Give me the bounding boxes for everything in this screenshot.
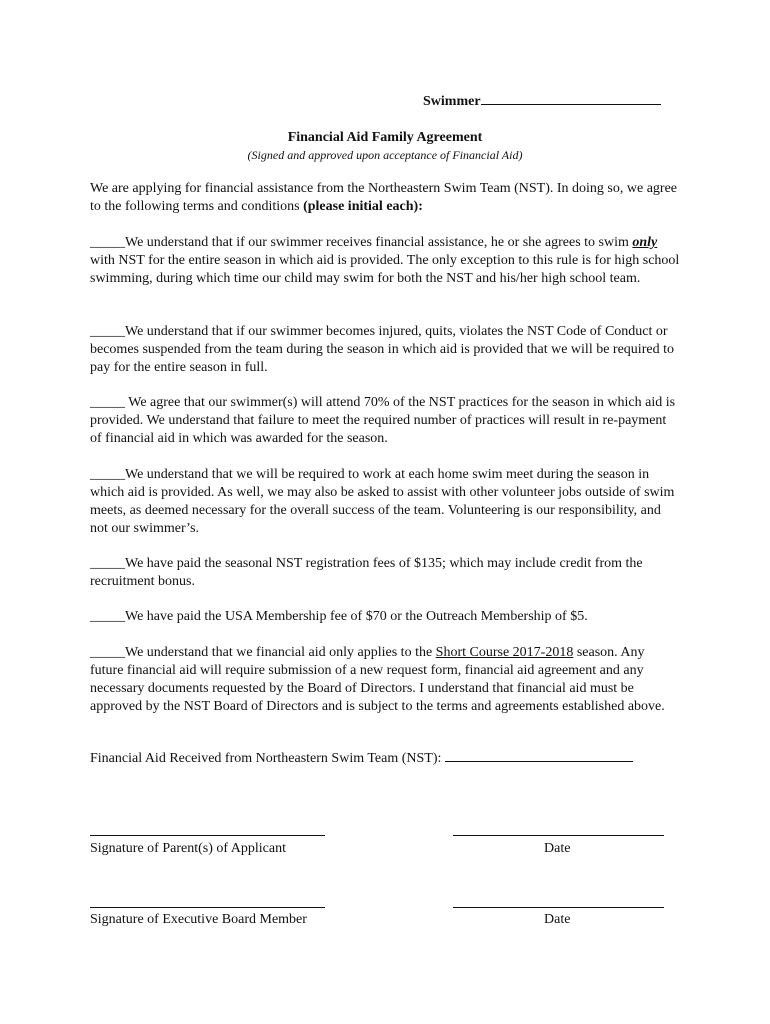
agreement-item-7 (90, 644, 680, 716)
swimmer-label: Swimmer (423, 94, 481, 109)
executive-signature-line[interactable] (90, 907, 325, 908)
item-text: season. Any future financial aid will require submission of a new request form, financial aid agreement and any necessary documents requested by the Board of Directors. I understand that financial aid must be approved by the NST Board of Directors and is subject to the terms and agreements established above. (90, 645, 665, 714)
emphasis-text: only (632, 235, 658, 250)
swimmer-name-blank[interactable] (481, 104, 661, 105)
initial-blank[interactable]: _____ (90, 395, 125, 410)
executive-date-line[interactable] (453, 907, 664, 908)
parent-date-line[interactable] (453, 835, 664, 836)
intro-bold-text: (please initial each): (303, 199, 423, 214)
intro-text: We are applying for financial assistance from the Northeastern Swim Team (NST). In doing so, we agree to the following terms and conditions (90, 181, 678, 214)
item-text: We have paid the seasonal NST registration fees of $135; which may include credit from the recruitment bonus. (90, 556, 643, 589)
season-text: Short Course 2017-2018 (435, 645, 574, 660)
item-text: with NST for the entire season in which aid is provided. The only exception to this rule is for high school swimming, during which time our child may swim for both the NST and his/her high school team. (90, 253, 680, 286)
item-text: We understand that we will be required to work at each home swim meet during the season in which aid is provided. As well, we may also be asked to assist with other volunteer jobs outside of swim meets, as deemed necessary for the overall success of the team. Volunteering is our responsibility, and not our swimmer’s. (90, 467, 675, 536)
aid-received-line (90, 751, 633, 767)
initial-blank[interactable]: _____ (90, 645, 125, 660)
document-subtitle: (Signed and approved upon acceptance of Financial Aid) (247, 148, 523, 162)
aid-received-label: Financial Aid Received from Northeastern Swim Team (NST): (90, 751, 445, 766)
agreement-item-5 (90, 555, 680, 591)
item-text: We understand that if our swimmer receives financial assistance, he or she agrees to swim (125, 235, 633, 250)
parent-date-label: Date (544, 841, 571, 856)
item-text: We understand that if our swimmer becomes injured, quits, violates the NST Code of Conduct or becomes suspended from the team during the season in which aid is provided that we will be required to pay for the entire season in full. (90, 324, 674, 375)
initial-blank[interactable]: _____ (90, 609, 125, 624)
parent-signature-label: Signature of Parent(s) of Applicant (90, 841, 286, 856)
item-text: We understand that we financial aid only applies to the (125, 645, 436, 660)
initial-blank[interactable]: _____ (90, 556, 125, 571)
aid-received-blank[interactable] (445, 761, 633, 762)
agreement-item-2 (90, 323, 680, 377)
parent-signature-line[interactable] (90, 835, 325, 836)
agreement-item-3 (90, 394, 680, 448)
initial-blank[interactable]: _____ (90, 467, 125, 482)
item-text: We have paid the USA Membership fee of $70 or the Outreach Membership of $5. (125, 609, 588, 624)
intro-paragraph (90, 180, 680, 216)
agreement-item-1 (90, 234, 680, 288)
initial-blank[interactable]: _____ (90, 235, 125, 250)
executive-date-label: Date (544, 912, 571, 927)
agreement-item-6 (90, 608, 680, 626)
agreement-item-4 (90, 466, 680, 538)
item-text: We agree that our swimmer(s) will attend 70% of the NST practices for the season in which aid is provided. We understand that failure to meet the required number of practices will result in re-payment of financial aid in which was awarded for the season. (90, 395, 676, 446)
executive-signature-label: Signature of Executive Board Member (90, 912, 307, 927)
initial-blank[interactable]: _____ (90, 324, 125, 339)
document-title: Financial Aid Family Agreement (287, 130, 483, 145)
swimmer-name-line (423, 94, 661, 110)
